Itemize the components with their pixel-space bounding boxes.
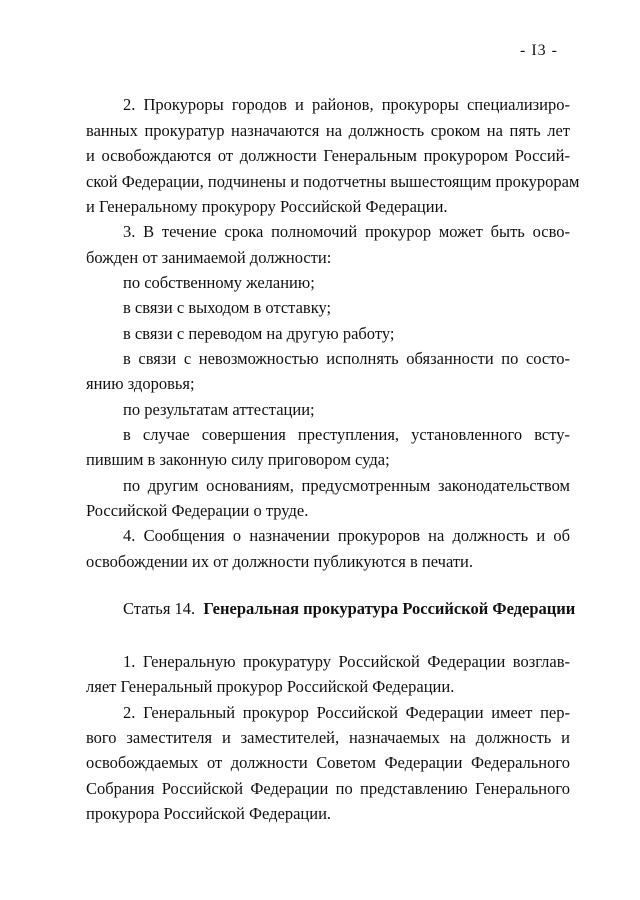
text-line: и Генеральному прокурору Российской Федерации.	[86, 197, 448, 216]
text-line: вого заместителя и заместителей, назначаемых на должность и	[86, 728, 570, 747]
list-item: в связи с выходом в отставку;	[123, 298, 332, 317]
article-heading	[123, 599, 575, 619]
text-line: 1. Генеральную прокуратуру Российской Федерации возглав-	[123, 652, 570, 671]
text-line: Собрания Российской Федерации по представлению Генерального	[86, 779, 570, 798]
text-line: ляет Генеральный прокурор Российской Федерации.	[86, 677, 455, 696]
list-item: по собственному желанию;	[123, 273, 315, 292]
text-line: янию здоровья;	[86, 374, 195, 393]
text-line: пившим в законную силу приговором суда;	[86, 450, 390, 469]
text-line: освобождении их от должности публикуются в печати.	[86, 552, 474, 571]
text-line: 4. Сообщения о назначении прокуроров на должность и об	[123, 526, 570, 545]
text-line: 2. Генеральный прокурор Российской Федерации имеет пер-	[123, 703, 570, 722]
text-line: и освобождаются от должности Генеральным прокурором Россий-	[86, 146, 570, 165]
text-line: прокурора Российской Федерации.	[86, 804, 332, 823]
text-line: божден от занимаемой должности:	[86, 248, 332, 267]
text-line: ской Федерации, подчинены и подотчетны вышестоящим прокурорам	[86, 172, 580, 191]
list-item: в связи с переводом на другую работу;	[123, 324, 395, 343]
text-line: освобождаемых от должности Советом Федерации Федерального	[86, 753, 570, 772]
page-number: - I3 -	[520, 42, 558, 59]
article-number: Статья 14.	[123, 599, 196, 618]
text-line: ванных прокуратур назначаются на должность сроком на пять лет	[86, 121, 570, 140]
list-item: в связи с невозможностью исполнять обязанности по состо-	[123, 349, 570, 368]
text-line: 2. Прокуроры городов и районов, прокуроры специализиро-	[123, 95, 570, 114]
text-line: Российской Федерации о труде.	[86, 501, 309, 520]
list-item: по результатам аттестации;	[123, 400, 315, 419]
text-line: 3. В течение срока полномочий прокурор может быть осво-	[123, 222, 570, 241]
list-item: по другим основаниям, предусмотренным законодательством	[123, 476, 570, 495]
article-title: Генеральная прокуратура Российской Федерации	[203, 599, 576, 618]
list-item: в случае совершения преступления, установленного всту-	[123, 425, 570, 444]
